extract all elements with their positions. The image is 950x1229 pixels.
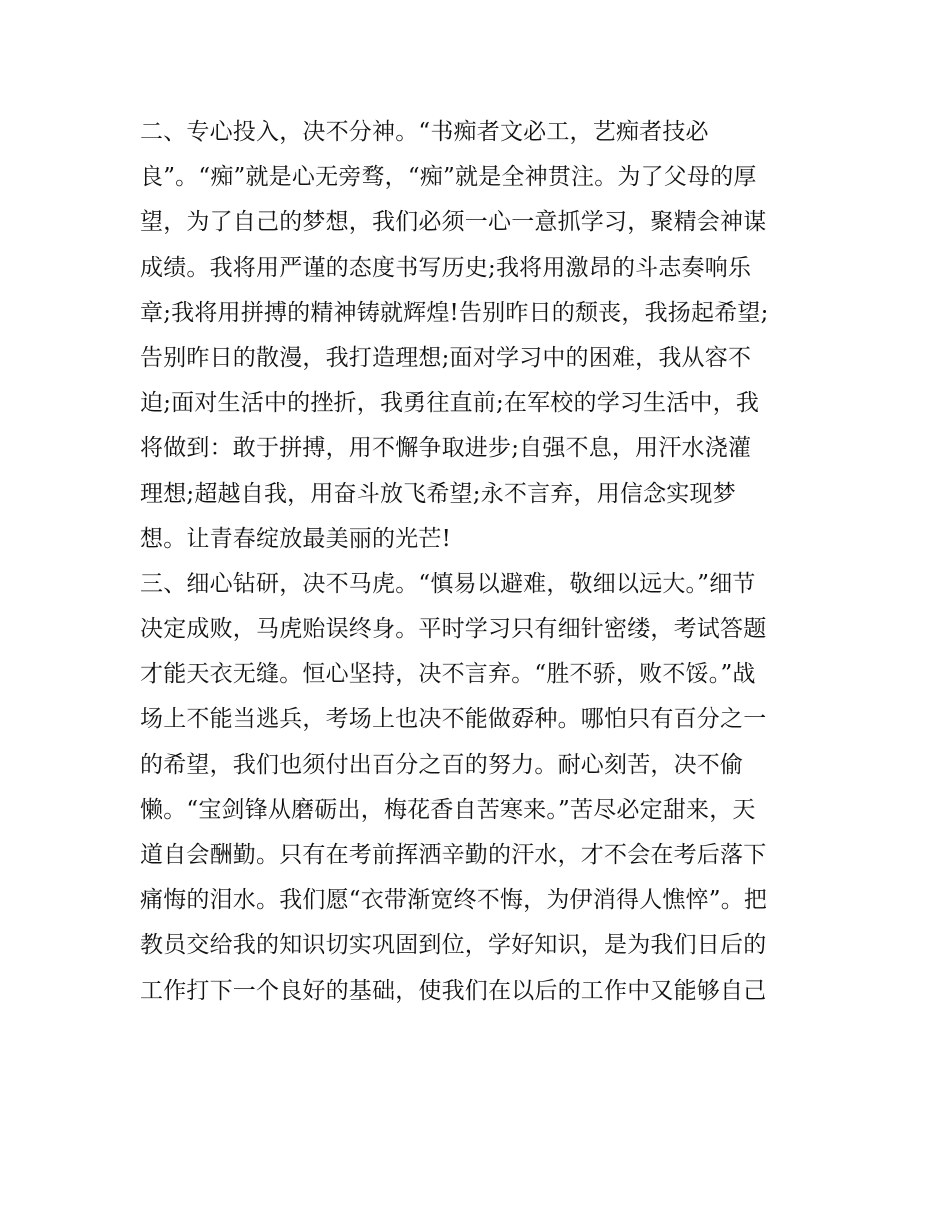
text-line: 才能天衣无缝。恒心坚持，决不言弃。“胜不骄，败不馁。”战 — [140, 661, 756, 688]
text-line: 成绩。我将用严谨的态度书写历史;我将用激昂的斗志奏响乐 — [140, 254, 752, 281]
document-body — [140, 110, 820, 1014]
text-line: 决定成败，马虎贻误终身。平时学习只有细针密缕，考试答题 — [140, 616, 767, 643]
text-line: 迫;面对生活中的挫折，我勇往直前;在军校的学习生活中，我 — [140, 390, 760, 417]
text-line: 良”。“痴”就是心无旁骛，“痴”就是全神贯注。为了父母的厚 — [140, 164, 757, 191]
text-line: 二、专心投入，决不分神。“书痴者文必工，艺痴者技必 — [140, 119, 709, 145]
text-line: 的希望，我们也须付出百分之百的努力。耐心刻苦，决不偷 — [140, 751, 744, 778]
text-line: 想。让青春绽放最美丽的光芒! — [140, 525, 452, 552]
text-line: 理想;超越自我，用奋斗放飞希望;永不言弃，用信念实现梦 — [140, 480, 736, 507]
text-line: 章;我将用拼搏的精神铸就辉煌!告别昨日的颓丧，我扬起希望; — [140, 299, 769, 326]
text-line: 告别昨日的散漫，我打造理想;面对学习中的困难，我从容不 — [140, 344, 752, 371]
text-line: 场上不能当逃兵，考场上也决不能做孬种。哪怕只有百分之一 — [140, 706, 767, 733]
text-line: 工作打下一个良好的基础，使我们在以后的工作中又能够自己 — [140, 977, 767, 1004]
text-line: 道自会酬勤。只有在考前挥洒辛勤的汗水，才不会在考后落下 — [140, 842, 767, 868]
text-line: 将做到：敢于拼搏，用不懈争取进步;自强不息，用汗水浇灌 — [140, 435, 752, 462]
text-line: 痛悔的泪水。我们愿“衣带渐宽终不悔，为伊消得人憔悴”。把 — [140, 887, 768, 914]
text-line: 三、细心钻研，决不马虎。“慎易以避难，敬细以远大。”细节 — [140, 570, 756, 597]
text-line: 教员交给我的知识切实巩固到位，学好知识，是为我们日后的 — [140, 932, 767, 959]
text-line: 懒。“宝剑锋从磨砺出，梅花香自苦寒来。”苦尽必定甜来，天 — [140, 796, 756, 823]
text-line: 望，为了自己的梦想，我们必须一心一意抓学习，聚精会神谋 — [140, 209, 767, 236]
